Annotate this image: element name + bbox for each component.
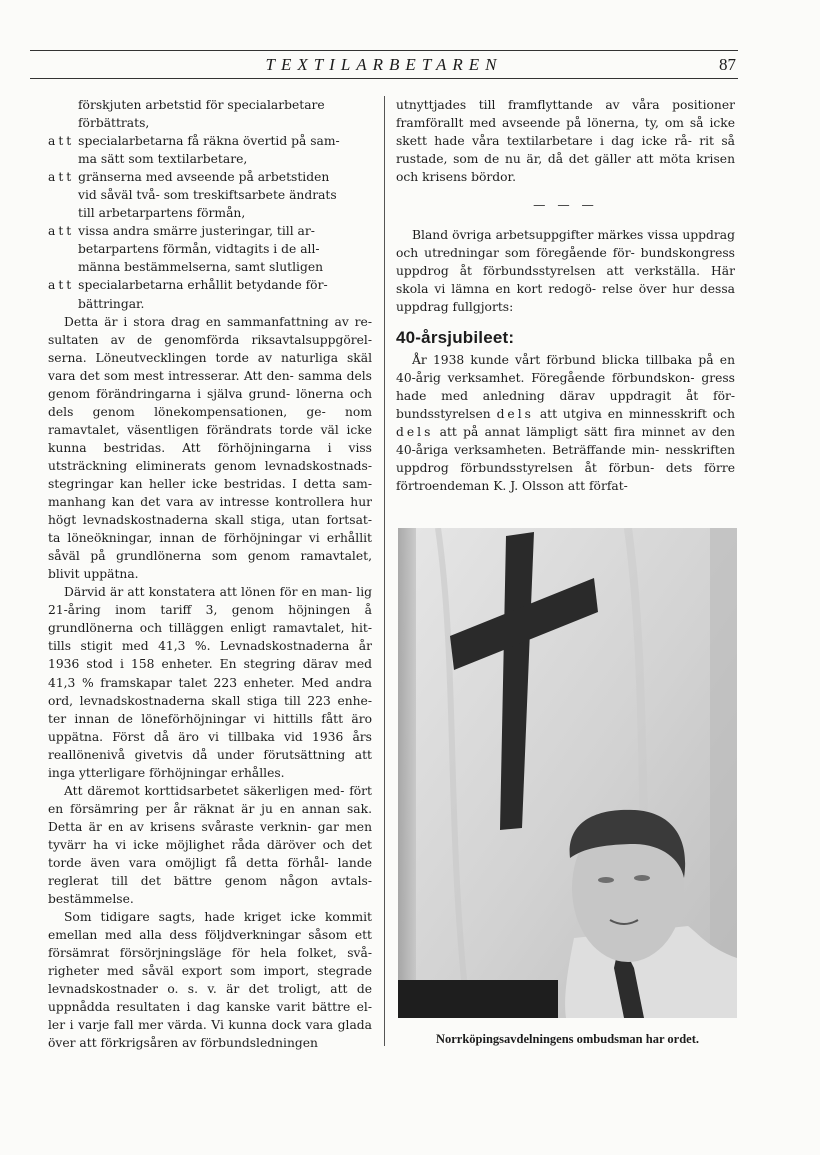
list-item: att specialarbetarna erhållit betydande för- bättringar. (48, 278, 328, 311)
photo-illustration (398, 528, 737, 1018)
negotiation-results-list (48, 96, 372, 313)
speaker-photo (398, 528, 737, 1018)
page-number: 87 (719, 55, 736, 74)
journal-title: TEXTILARBETAREN (265, 55, 503, 74)
body-paragraph: År 1938 kunde vårt förbund blicka tillbaka på en 40-årig verksamhet. Föregående förbundskon- gress hade med anledning därav uppdragit åt för- bundsstyrelsen dels att utgiva en minnesskrift och dels att på annat lämpligt sätt fira minnet av den 40-åriga verksamheten. Beträffande min- nesskriften uppdrog förbundsstyrelsen åt förbun- dets förre förtroendeman K. J. Olsson att förfat- (396, 352, 735, 493)
right-column (396, 96, 735, 495)
list-item: att vissa andra smärre justeringar, till ar- betarpartens förmån, vidtagits i de all- männa bestämmelserna, samt slutligen (48, 224, 324, 275)
spaced-emphasis: dels (396, 424, 434, 439)
page-header (30, 50, 738, 80)
body-paragraph: Som tidigare sagts, hade kriget icke kommit emellan med alla dess följdverkningar såsom ett försämrat försörjningsläge för hela folket, svå- righeter med såväl export som import, stegrade levnadskostnader o. s. v. är det troligt, att de uppnådda resultaten i dag kanske varit bättre el- ler i varje fall mer värda. Vi kunna dock vara glada över att förkrigsåren av förbundsledningen (48, 910, 372, 1051)
section-heading: 40-årsjubileet: (396, 327, 515, 347)
spaced-emphasis: dels (496, 406, 534, 421)
photo-caption: Norrköpingsavdelningens ombudsman har ordet. (435, 1032, 699, 1046)
body-paragraph: utnyttjades till framflyttande av våra positioner framförallt med avseende på lönerna, ty, om så icke skett hade våra textilarbetare i dag icke rå- rit så rustade, som de nu är, då det gäller att möta krisen och krisens bördor. (396, 98, 735, 185)
section-separator: — — — (533, 198, 598, 213)
column-divider (384, 96, 385, 1046)
body-paragraph: Bland övriga arbetsuppgifter märkes vissa uppdrag och utredningar som föregående för- bundskongress uppdrog åt förbundsstyrelsen att verkställa. Här skola vi lämna en kort redogö- relse över hur dessa uppdrag fullgjorts: (396, 228, 735, 315)
list-item: förskjuten arbetstid för specialarbetare förbättrats, (78, 98, 325, 131)
left-column (48, 96, 372, 1052)
body-paragraph: Detta är i stora drag en sammanfattning av re- sultaten av de genomförda riksavtalsuppgörel- serna. Löneutvecklingen torde av naturliga skäl vara det som mest intresserar. Att den- samma dels genom förändringarna i själva grund- lönerna och dels genom lönekompensationen, ge- nom ramavtalet, väsentligen förändrats torde väl icke kunna bestridas. Att förhöjningarna i viss utsträckning eliminerats genom levnadskostnads- stegringar kan heller icke bestridas. I detta sam- manhang kan det vara av intresse kontrollera hur högt levnadskostnaderna skall stiga, utan fortsat- ta löneökningar, innan de förhöjningar vi erhållit såväl på grundlönerna som genom ramavtalet, blivit uppätna. (48, 314, 372, 582)
body-paragraph: Därvid är att konstatera att lönen för en man- lig 21-åring inom tariff 3, genom höjningen å grundlönerna och tilläggen enligt ramavtalet, hit- tills stigit med 41,3 %. Levnadskostnaderna år 1936 stod i 158 enheter. En stegring därav med 41,3 % framskapar talet 223 enheter. Med andra ord, levnadskostnaderna skall stiga till 223 enhe- ter innan de löneförhöjningar vi hittills fått äro uppätna. Först då äro vi tillbaka vid 1936 års reallönenivå givetvis då under förutsättning att inga ytterligare förhöjningar erhålles. (48, 585, 372, 780)
body-paragraph: Att däremot korttidsarbetet säkerligen med- fört en försämring per år räknat är ju en annan sak. Detta är en av krisens svåraste verknin- gar men tyvärr ha vi icke möjlighet råda däröver och det torde även vara omöjligt få detta förhål- lande reglerat till det bättre genom någon avtals- bestämmelse. (48, 783, 372, 907)
list-item: att specialarbetarna få räkna övertid på sam- ma sätt som textilarbetare, (48, 134, 340, 167)
header-rule-top (30, 50, 738, 51)
list-item: att gränserna med avseende på arbetstiden vid såväl två- som treskiftsarbete ändrats till arbetarpartens förmån, (48, 170, 337, 221)
header-rule-bottom (30, 78, 738, 79)
